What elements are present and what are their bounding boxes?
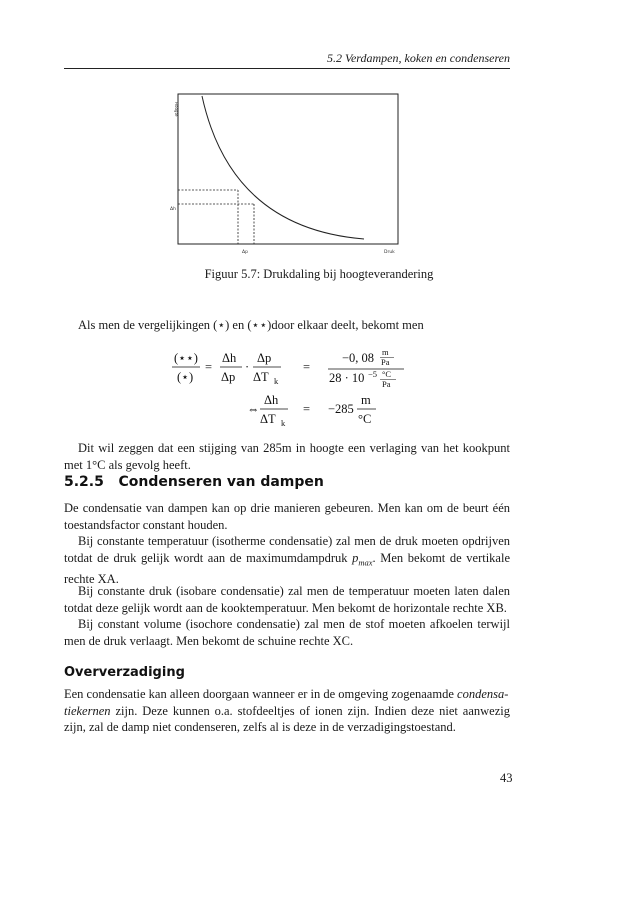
section-paragraph-2 — [64, 533, 510, 587]
section-paragraph-4: Bij constant volume (isochore condensatie) zal men de stof moeten afkoelen terwijl men de druk verlaagt. Men bekomt de schuine rechte XC. — [64, 617, 510, 648]
section-paragraph-3: Bij constante druk (isobare condensatie) zal men de temperatuur moeten laten dalen totdat deze gelijk wordt aan de kooktemperatuur. Men bekomt de horizontale rechte XB. — [64, 584, 510, 615]
subsection-heading: Oververzadiging — [64, 665, 185, 680]
sub-p-post: zijn. Deze kunnen o.a. stofdeeltjes of ionen zijn. Indien deze niet aanwezig zijn, zal de damp niet condenseren, zelfs al is deze in de verzadigingstoestand. — [64, 703, 510, 735]
eq-frac2-den: Δp — [221, 370, 236, 384]
eq-result-unit-den: °C — [358, 412, 372, 426]
eq-dot: · — [245, 360, 250, 374]
eq-frac2-num: Δh — [222, 351, 237, 365]
section-number: 5.2.5 — [64, 474, 104, 490]
p2-sub: max — [358, 557, 373, 568]
eq-rhs-num-unit-num: m — [382, 347, 389, 357]
eq-equals-3: = — [303, 402, 311, 416]
eq-result-value: −285 — [328, 402, 354, 416]
figure-caption: Figuur 5.7: Drukdaling bij hoogteverandering — [204, 267, 434, 281]
conclusion-paragraph: Dit wil zeggen dat een stijging van 285m in hoogte een verlaging van het kookpunt met 1°C als gevolg heeft. — [64, 441, 510, 472]
eq-frac3-num: Δp — [257, 351, 272, 365]
eq-rhs-den-unit-den: Pa — [382, 379, 391, 389]
eq-rhs-den-unit-num: °C — [382, 369, 392, 379]
sub-p-em-a: condensa- — [457, 687, 509, 701]
eq-frac4-num: Δh — [264, 393, 279, 407]
sub-p-pre: Een condensatie kan alleen doorgaan wanneer er in de omgeving zogenaamde — [64, 687, 458, 701]
eq-rhs-num-unit-den: Pa — [381, 357, 390, 367]
x-axis-label: Druk — [384, 250, 395, 255]
eq-frac3-den: ΔT — [253, 370, 269, 384]
eq-frac4-den: ΔT — [260, 412, 276, 426]
running-header: 5.2 Verdampen, koken en condenseren — [326, 51, 510, 65]
pressure-height-figure — [164, 90, 404, 255]
figure-frame — [178, 94, 398, 244]
header-rule — [64, 68, 510, 69]
y-axis-label: Hoogte — [174, 102, 179, 117]
eq-frac3-den-sub: k — [274, 376, 279, 386]
p2-pre: Bij constante temperatuur (isotherme condensatie) zal men de druk moeten opdrijven totdat de druk gelijk wordt aan de maximumdampdruk — [64, 534, 510, 565]
p2-var: p — [352, 550, 359, 565]
p2-post: . Men bekomt de vertikale rechte XA. — [64, 550, 510, 586]
eq-equals-1: = — [205, 360, 213, 374]
eq-rhs-den-value: 28 · 10 — [329, 371, 365, 385]
eq-rhs-num-value: −0, 08 — [342, 351, 375, 365]
eq-result-unit-num: m — [361, 393, 371, 407]
subsection-paragraph — [64, 686, 510, 736]
sub-p-em-b: tiekernen — [64, 703, 111, 718]
eq-iff: ⇔ — [247, 402, 260, 416]
eq-frac4-den-sub: k — [281, 418, 286, 428]
pressure-curve — [202, 96, 364, 239]
intro-paragraph: Als men de vergelijkingen (⋆) en (⋆⋆)door elkaar deelt, bekomt men — [78, 318, 424, 332]
eq-frac1-num: (⋆⋆) — [174, 351, 198, 365]
equation-block — [60, 340, 580, 430]
eq-frac1-den: (⋆) — [177, 370, 194, 384]
dh-label: Δh — [170, 207, 176, 212]
page-number: 43 — [500, 771, 513, 785]
section-paragraph-1: De condensatie van dampen kan op drie manieren gebeuren. Men kan om de beurt één toestandsfactor constant houden. — [64, 501, 510, 532]
eq-rhs-den-exp: −5 — [368, 369, 378, 379]
eq-equals-2: = — [303, 360, 311, 374]
section-title: Condenseren van dampen — [118, 474, 324, 490]
section-heading — [64, 474, 324, 490]
dp-label: Δp — [242, 250, 248, 255]
